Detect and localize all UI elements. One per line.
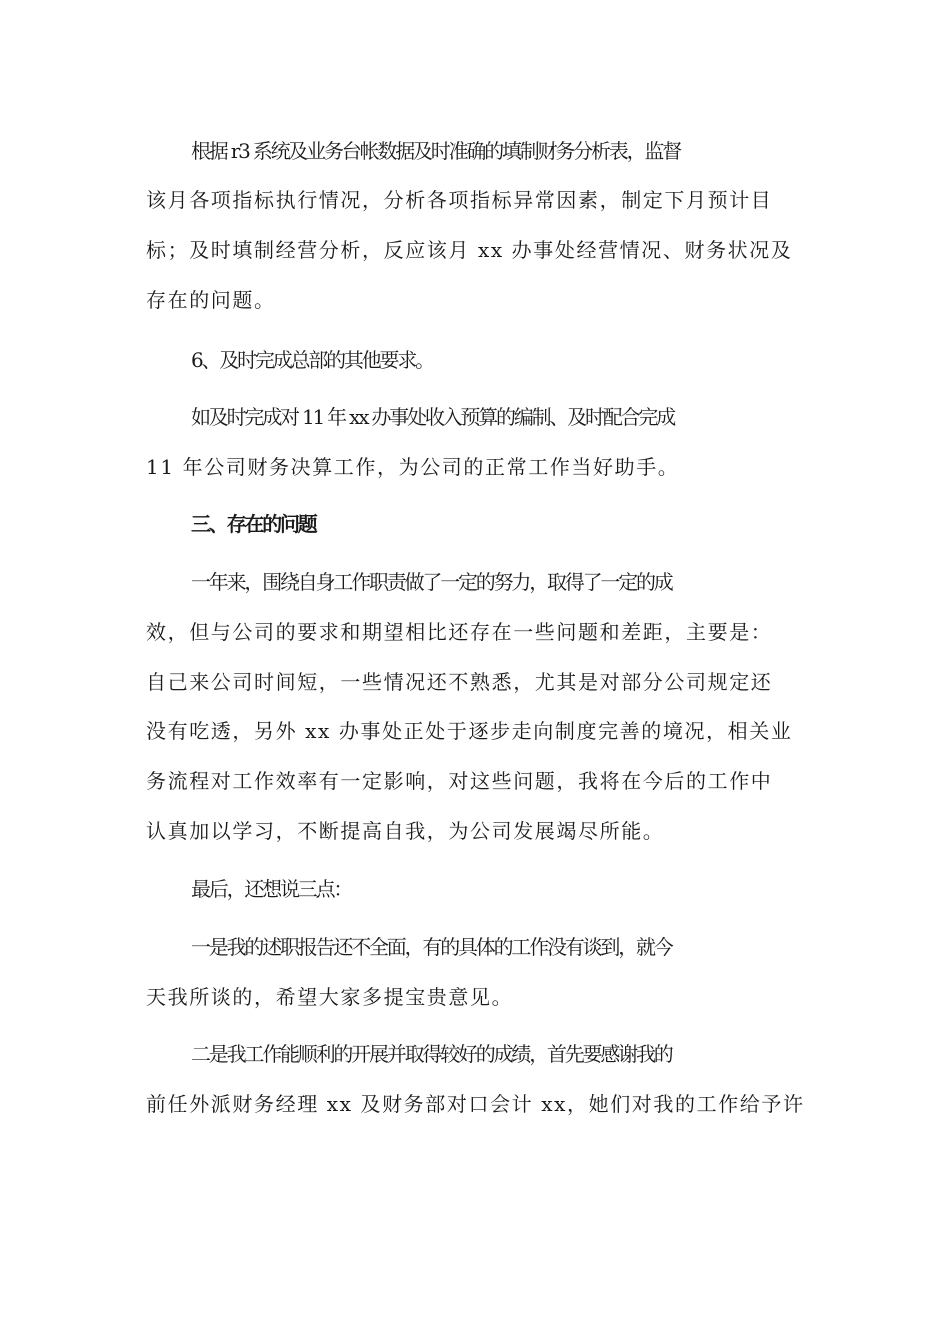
paragraph-line: 认真加以学习，不断提高自我，为公司发展竭尽所能。: [146, 819, 665, 843]
paragraph-line: 自己来公司时间短，一些情况还不熟悉，尤其是对部分公司规定还: [146, 670, 773, 694]
paragraph-line: 11 年公司财务决算工作，为公司的正常工作当好助手。: [146, 455, 680, 479]
paragraph-line: 没有吃透，另外 xx 办事处正处于逐步走向制度完善的境况，相关业: [146, 719, 793, 743]
paragraph-line: 务流程对工作效率有一定影响，对这些问题，我将在今后的工作中: [146, 769, 773, 793]
paragraph-line: 该月各项指标执行情况，分析各项指标异常因素，制定下月预计目: [146, 188, 773, 212]
paragraph-line: 天我所谈的，希望大家多提宝贵意见。: [146, 985, 514, 1009]
paragraph-line: 如及时完成对 11 年 xx 办事处收入预算的编制、及时配合完成: [191, 405, 675, 429]
paragraph-line: 最后，还想说三点：: [191, 877, 352, 901]
paragraph-line: 前任外派财务经理 xx 及财务部对口会计 xx，她们对我的工作给予许: [146, 1092, 805, 1116]
paragraph-line: 标；及时填制经营分析，反应该月 xx 办事处经营情况、财务状况及: [146, 238, 793, 262]
section-heading: 三、存在的问题: [191, 512, 316, 536]
paragraph-line: 6、及时完成总部的其他要求。: [191, 348, 433, 372]
paragraph-line: 二是我工作能顺利的开展并取得较好的成绩，首先要感谢我的: [191, 1042, 672, 1066]
paragraph-line: 一是我的述职报告还不全面，有的具体的工作没有谈到，就今: [191, 935, 672, 959]
paragraph-line: 一年来，围绕自身工作职责做了一定的努力，取得了一定的成: [191, 570, 672, 594]
paragraph-line: 根据 r3 系统及业务台帐数据及时准确的填制财务分析表，监督: [191, 139, 680, 163]
paragraph-line: 效，但与公司的要求和期望相比还存在一些问题和差距，主要是：: [146, 620, 773, 644]
paragraph-line: 存在的问题。: [146, 288, 276, 312]
